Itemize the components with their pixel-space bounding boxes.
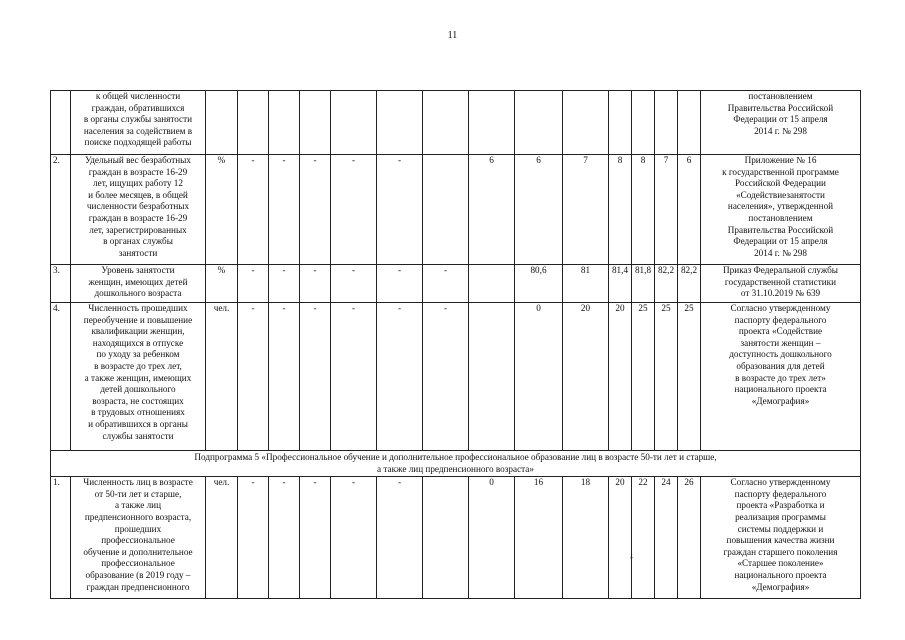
value-cell <box>632 91 655 155</box>
value-cell: 8 <box>632 155 655 265</box>
indicator-name: Численность прошедших переобучение и повышение квалификации женщин, находящихся в отпуске по уходу за ребенком в возрасте до трех лет, а также женщин, имеющих детей дошкольного возраста, не состоящих в трудовых отношениях и обратившихся в органы службы занятости <box>71 303 206 451</box>
value-cell <box>469 303 515 451</box>
value-cell: 7 <box>655 155 678 265</box>
row-number: 3. <box>51 265 71 303</box>
value-cell <box>678 91 701 155</box>
value-cell: 80,6 <box>515 265 563 303</box>
value-cell: 82,2 <box>655 265 678 303</box>
value-cell <box>269 91 300 155</box>
value-cell: 82,2 <box>678 265 701 303</box>
indicator-name: Численность лиц в возрасте от 50-ти лет и старше, а также лиц предпенсионного возраста, прошедших профессиональное обучение и дополнительное профессиональное образование (в 2019 году – граждан предпенсионного <box>71 477 206 599</box>
value-cell: 18 <box>563 477 609 599</box>
indicators-table <box>50 90 861 599</box>
value-cell <box>377 91 423 155</box>
unit-cell: % <box>206 265 238 303</box>
value-cell: 22 <box>632 477 655 599</box>
value-cell: 25 <box>678 303 701 451</box>
value-cell <box>655 91 678 155</box>
value-cell: - <box>300 265 331 303</box>
value-cell <box>609 91 632 155</box>
value-cell: - <box>300 155 331 265</box>
subprogram-row <box>51 451 861 477</box>
value-cell: 25 <box>655 303 678 451</box>
stray-dash-mark: - <box>630 552 633 562</box>
value-cell: 26 <box>678 477 701 599</box>
value-cell: - <box>377 303 423 451</box>
value-cell: - <box>377 155 423 265</box>
row-number: 4. <box>51 303 71 451</box>
indicator-name: Удельный вес безработных граждан в возрасте 16-29 лет, ищущих работу 12 и более месяцев, в общей численности безработных граждан в возрасте 16-29 лет, зарегистрированных в органах службы занятости <box>71 155 206 265</box>
row-number: 1. <box>51 477 71 599</box>
table-row <box>51 155 861 265</box>
value-cell: - <box>300 303 331 451</box>
value-cell: 20 <box>563 303 609 451</box>
value-cell: 81,4 <box>609 265 632 303</box>
value-cell: 16 <box>515 477 563 599</box>
source-cell: Приказ Федеральной службы государственной статистики от 31.10.2019 № 639 <box>701 265 861 303</box>
table-row <box>51 91 861 155</box>
unit-cell: чел. <box>206 303 238 451</box>
value-cell: 24 <box>655 477 678 599</box>
value-cell <box>563 91 609 155</box>
indicator-name: Уровень занятости женщин, имеющих детей дошкольного возраста <box>71 265 206 303</box>
table-row <box>51 265 861 303</box>
value-cell <box>331 91 377 155</box>
value-cell: - <box>423 265 469 303</box>
value-cell: 81,8 <box>632 265 655 303</box>
source-cell: Согласно утвержденному паспорту федерального проекта «Разработка и реализация программы системы поддержки и повышения качества жизни граждан старшего поколения «Старшее поколение» национального проекта «Демография» <box>701 477 861 599</box>
value-cell: - <box>238 155 269 265</box>
source-cell: Согласно утвержденному паспорту федерального проекта «Содействие занятости женщин – доступность дошкольного образования для детей в возрасте до трех лет» национального проекта «Демография» <box>701 303 861 451</box>
row-number <box>51 91 71 155</box>
table-row <box>51 477 861 599</box>
value-cell <box>423 477 469 599</box>
value-cell: 20 <box>609 303 632 451</box>
table-row <box>51 303 861 451</box>
value-cell <box>423 155 469 265</box>
value-cell: - <box>377 477 423 599</box>
value-cell: 6 <box>515 155 563 265</box>
source-cell: Приложение № 16 к государственной программе Российской Федерации «Содействиезанятости населения», утвержденной постановлением Правительства Российской Федерации от 15 апреля 2014 г. № 298 <box>701 155 861 265</box>
value-cell: - <box>269 477 300 599</box>
value-cell: 6 <box>469 155 515 265</box>
page-number: 11 <box>447 30 458 41</box>
value-cell <box>469 265 515 303</box>
value-cell <box>469 91 515 155</box>
value-cell <box>515 91 563 155</box>
value-cell: - <box>238 265 269 303</box>
value-cell <box>238 91 269 155</box>
value-cell: 0 <box>515 303 563 451</box>
unit-cell: чел. <box>206 477 238 599</box>
value-cell: 6 <box>678 155 701 265</box>
value-cell: 8 <box>609 155 632 265</box>
value-cell <box>300 91 331 155</box>
value-cell: - <box>331 155 377 265</box>
value-cell: - <box>377 265 423 303</box>
indicator-name: к общей численности граждан, обратившихся в органы службы занятости населения за содействием в поиске подходящей работы <box>71 91 206 155</box>
value-cell: - <box>269 303 300 451</box>
value-cell: - <box>423 303 469 451</box>
value-cell: 7 <box>563 155 609 265</box>
value-cell: 25 <box>632 303 655 451</box>
value-cell: - <box>238 477 269 599</box>
value-cell: 0 <box>469 477 515 599</box>
value-cell: - <box>269 265 300 303</box>
value-cell: 81 <box>563 265 609 303</box>
value-cell: - <box>238 303 269 451</box>
value-cell: - <box>331 303 377 451</box>
value-cell: - <box>331 477 377 599</box>
row-number: 2. <box>51 155 71 265</box>
subprogram-title: Подпрограмма 5 «Профессиональное обучение и дополнительное профессиональное образование лиц в возрасте 50-ти лет и старше, а также лиц предпенсионного возраста» <box>51 451 861 477</box>
value-cell: - <box>269 155 300 265</box>
value-cell: 20 <box>609 477 632 599</box>
unit-cell: % <box>206 155 238 265</box>
unit-cell <box>206 91 238 155</box>
value-cell: - <box>331 265 377 303</box>
source-cell: постановлением Правительства Российской Федерации от 15 апреля 2014 г. № 298 <box>701 91 861 155</box>
value-cell <box>423 91 469 155</box>
table-body <box>51 91 861 599</box>
value-cell: - <box>300 477 331 599</box>
